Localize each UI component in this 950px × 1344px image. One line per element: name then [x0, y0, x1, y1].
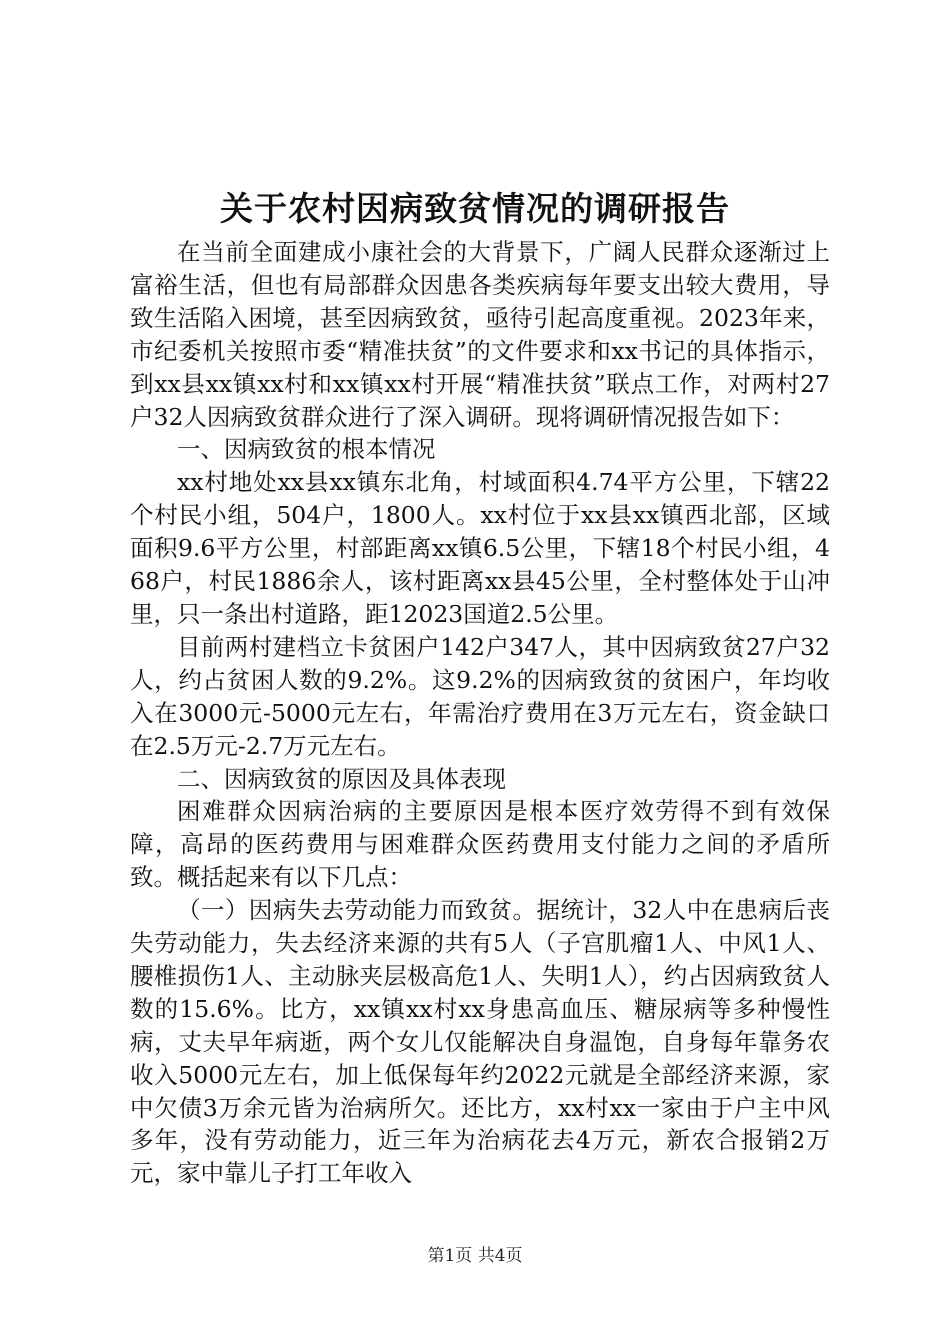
- village-overview-paragraph: xx村地处xx县xx镇东北角，村域面积4.74平方公里，下辖22个村民小组，504户，1800人。xx村位于xx县xx镇西北部，区域面积9.6平方公里，村部距离xx镇6.5公里，下辖18个村民小组，468户，村民1886余人，该村距离xx县45公里，全村整体处于山冲里，只一条出村道路，距12023国道2.5公里。: [130, 468, 830, 628]
- intro-paragraph: 在当前全面建成小康社会的大背景下，广阔人民群众逐渐过上富裕生活，但也有局部群众因患各类疾病每年要支出较大费用，导致生活陷入困境，甚至因病致贫，亟待引起高度重视。2023年来，市纪委机关按照市委“精准扶贫”的文件要求和xx书记的具体指示，到xx县xx镇xx村和xx镇xx村开展“精准扶贫”联点工作，对两村27户32人因病致贫群众进行了深入调研。现将调研情况报告如下：: [130, 238, 830, 431]
- document-body: [130, 236, 830, 1190]
- section-heading-1: 一、因病致贫的根本情况: [177, 435, 436, 464]
- cause-one-paragraph: （一）因病失去劳动能力而致贫。据统计，32人中在患病后丧失劳动能力，失去经济来源的共有5人（子宫肌瘤1人、中风1人、腰椎损伤1人、主动脉夹层极高危1人、失明1人），约占因病致贫人数的15.6%。比方，xx镇xx村xx身患高血压、糖尿病等多种慢性病，丈夫早年病逝，两个女儿仅能解决自身温饱，自身每年靠务农收入5000元左右，加上低保每年约2022元就是全部经济来源，家中欠债3万余元皆为治病所欠。还比方，xx村xx一家由于户主中风多年，没有劳动能力，近三年为治病花去4万元，新农合报销2万元，家中靠儿子打工年收入: [130, 896, 830, 1188]
- section-heading-2: 二、因病致贫的原因及具体表现: [177, 764, 506, 793]
- document-title: 关于农村因病致贫情况的调研报告: [220, 189, 730, 228]
- poverty-statistics-paragraph: 目前两村建档立卡贫困户142户347人，其中因病致贫27户32人，约占贫困人数的9.2%。这9.2%的因病致贫的贫困户，年均收入在3000元-5000元左右，年需治疗费用在3万元左右，资金缺口在2.5万元-2.7万元左右。: [130, 632, 830, 760]
- causes-summary-paragraph: 困难群众因病治病的主要原因是根本医疗效劳得不到有效保障，高昂的医药费用与困难群众医药费用支付能力之间的矛盾所致。概括起来有以下几点：: [130, 797, 830, 892]
- page-number-footer: 第1页 共4页: [427, 1246, 523, 1266]
